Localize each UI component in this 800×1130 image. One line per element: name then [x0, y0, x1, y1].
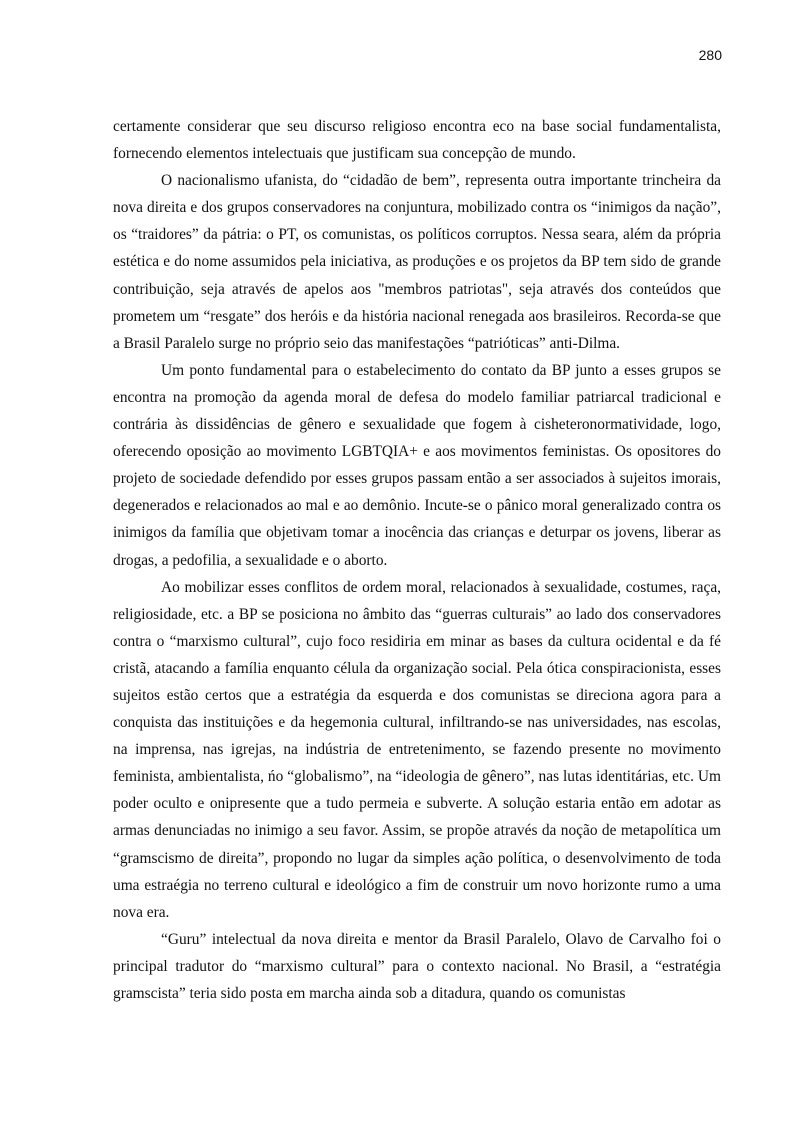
paragraph-4: Ao mobilizar esses conflitos de ordem moral, relacionados à sexualidade, costumes, raça, religiosidade, etc. a BP se posiciona no âmbito das “guerras culturais” ao lado dos conservadores contra o “marxismo cultural”, cujo foco residiria em minar as bases da cultura ocidental e da fé cristã, atacando a família enquanto célula da organização social. Pela ótica conspiracionista, esses sujeitos estão certos que a estratégia da esquerda e dos comunistas se direciona agora para a conquista das instituições e da hegemonia cultural, infiltrando-se nas universidades, nas escolas, na imprensa, nas igrejas, na indústria de entretenimento, se fazendo presente no movimento feminista, ambientalista, ńo “globalismo”, na “ideologia de gênero”, nas lutas identitárias, etc. Um poder oculto e onipresente que a tudo permeia e subverte. A solução estaria então em adotar as armas denunciadas no inimigo a seu favor. Assim, se propõe através da noção de metapolítica um “gramscismo de direita”, propondo no lugar da simples ação política, o desenvolvimento de toda uma estraégia no terreno cultural e ideológico a fim de construir um novo horizonte rumo a uma nova era. — [113, 578, 721, 921]
page-number: 280 — [698, 47, 722, 63]
paragraph-3: Um ponto fundamental para o estabelecimento do contato da BP junto a esses grupos se encontra na promoção da agenda moral de defesa do modelo familiar patriarcal tradicional e contrária às dissidências de gênero e sexualidade que fogem à cisheteronormatividade, logo, oferecendo oposição ao movimento LGBTQIA+ e aos movimentos feministas. Os opositores do projeto de sociedade defendido por esses grupos passam então a ser associados à sujeitos imorais, degenerados e relacionados ao mal e ao demônio. Incute-se o pânico moral generalizado contra os inimigos da família que objetivam tomar a inocência das crianças e deturpar os jovens, liberar as drogas, a pedofilia, a sexualidade e o aborto. — [113, 361, 721, 569]
paragraph-1: certamente considerar que seu discurso religioso encontra eco na base social fundamentalista, fornecendo elementos intelectuais que justificam sua concepção de mundo. — [113, 118, 721, 163]
paragraph-2: O nacionalismo ufanista, do “cidadão de bem”, representa outra importante trincheira da nova direita e dos grupos conservadores na conjuntura, mobilizado contra os “inimigos da nação”, os “traidores” da pátria: o PT, os comunistas, os políticos corruptos. Nessa seara, além da própria estética e do nome assumidos pela iniciativa, as produções e os projetos da BP tem sido de grande contribuição, seja através de apelos aos "membros patriotas", seja através dos conteúdos que prometem um “resgate” dos heróis e da história nacional renegada aos brasileiros. Recorda-se que a Brasil Paralelo surge no próprio seio das manifestações “patrióticas” anti-Dilma. — [113, 172, 721, 352]
paragraph-5: “Guru” intelectual da nova direita e mentor da Brasil Paralelo, Olavo de Carvalho foi o principal tradutor do “marxismo cultural” para o contexto nacional. No Brasil, a “estratégia gramscista” teria sido posta em marcha ainda sob a ditadura, quando os comunistas — [113, 930, 721, 1002]
body-text — [113, 113, 721, 1007]
